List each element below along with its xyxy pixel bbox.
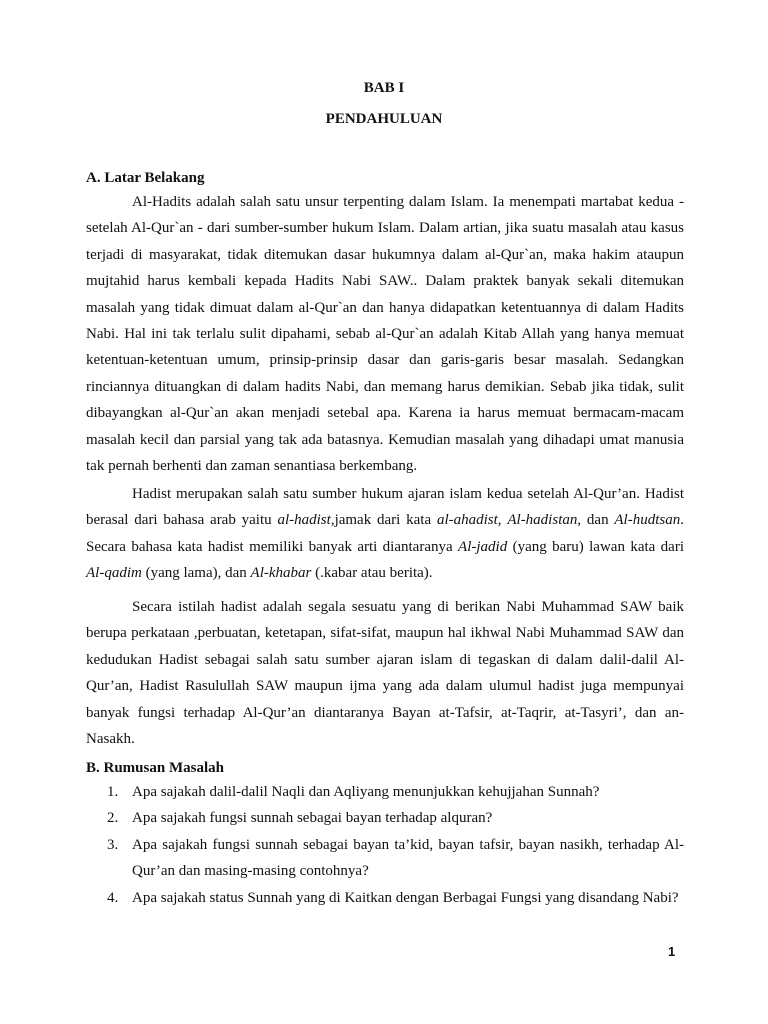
- paragraph-2-text: (yang lama), dan: [141, 565, 251, 582]
- list-item-number: 1.: [107, 784, 119, 800]
- question-list: [86, 779, 684, 911]
- list-item-number: 2.: [107, 810, 119, 827]
- page-number: 1: [668, 944, 676, 959]
- paragraph-1: Al-Hadits adalah salah satu unsur terpenting dalam Islam. Ia menempati martabat kedua -setelah Al-Qur`an - dari sumber-sumber hukum Islam. Dalam artian, jika suatu masalah atau kasus terjadi di masyarakat, tidak ditemukan dasar hukumnya dalam al-Qur`an, maka hakim ataupun mujtahid harus kembali kepada Hadits Nabi SAW.. Dalam praktek banyak sekali ditemukan masalah yang tidak dimuat dalam al-Qur`an dan hanya didapatkan ketentuannya di dalam Hadits Nabi. Hal ini tak terlalu sulit dipahami, sebab al-Qur`an adalah Kitab Allah yang hanya memuat ketentuan-ketentuan umum, prinsip-prinsip dasar dan garis-garis besar masalah. Sedangkan rinciannya dituangkan di dalam hadits Nabi, dan memang harus demikian. Sebab jika tidak, sulit dibayangkan al-Qur`an akan menjadi setebal apa. Karena ia harus memuat bermacam-macam masalah kecil dan parsial yang tak ada batasnya. Kemudian masalah yang dihadapi umat manusia tak pernah berhenti dan zaman senantiasa berkembang.: [86, 194, 684, 475]
- list-item-text: Apa sajakah dalil-dalil Naqli dan Aqliyang menunjukkan kehujjahan Sunnah?: [132, 784, 600, 800]
- term-al-qadim: Al-qadim: [86, 565, 142, 582]
- list-item-text: Apa sajakah status Sunnah yang di Kaitkan dengan Berbagai Fungsi yang disandang Nabi?: [132, 889, 679, 906]
- term-al-ahadist: al-ahadist: [436, 512, 498, 529]
- paragraph-2-text: Hadist merupakan salah satu sumber hukum ajaran islam kedua setelah Al-Qur’an. Hadist berasal dari bahasa arab yaitu: [86, 486, 684, 529]
- list-item: [86, 805, 684, 831]
- term-al-jadid: Al-jadid: [458, 538, 508, 555]
- list-item: [86, 779, 684, 805]
- term-al-khabar: Al-khabar: [250, 565, 312, 582]
- list-item-text: Apa sajakah fungsi sunnah sebagai bayan ta’kid, bayan tafsir, bayan nasikh, terhadap Al-Qur’an dan masing-masing contohnya?: [132, 836, 684, 880]
- list-item-text: Apa sajakah fungsi sunnah sebagai bayan terhadap alquran?: [132, 810, 493, 827]
- section-heading-latar-belakang: A. Latar Belakang: [86, 170, 205, 186]
- paragraph-2-text: . Secara bahasa kata hadist memiliki banyak arti diantaranya: [86, 512, 684, 555]
- list-item: [86, 885, 684, 911]
- paragraph-2-text: (.kabar atau berita).: [311, 565, 433, 582]
- paragraph-2-text: ,jamak dari kata: [330, 512, 437, 529]
- term-al-hadist: al-hadist: [277, 512, 331, 529]
- paragraph-3: Secara istilah hadist adalah segala sesuatu yang di berikan Nabi Muhammad SAW baik berupa perkataan ,perbuatan, ketetapan, sifat-sifat, maupun hal ikhwal Nabi Muhammad SAW dan kedudukan Hadist sebagai salah satu sumber ajaran islam di tegaskan di dalam dalil-dalil Al-Qur’an, Hadist Rasulullah SAW maupun ijma yang ada dalam ulumul hadist juga mempunyai banyak fungsi terhadap Al-Qur’an diantaranya Bayan at-Tafsir, at-Taqrir, at-Tasyri’, dan an-Nasakh.: [86, 599, 684, 748]
- term-al-hudtsan: Al-hudtsan: [614, 512, 681, 529]
- term-al-hadistan: Al-hadistan: [507, 512, 578, 529]
- chapter-label: BAB I: [363, 80, 405, 96]
- list-item: [86, 832, 684, 885]
- paragraph-2-text: , dan: [577, 512, 615, 529]
- paragraph-2: [86, 481, 684, 587]
- list-item-number: 3.: [107, 836, 119, 853]
- section-heading-rumusan-masalah: B. Rumusan Masalah: [86, 760, 224, 776]
- chapter-title: PENDAHULUAN: [325, 111, 443, 127]
- list-item-number: 4.: [107, 889, 119, 906]
- paragraph-2-text: ,: [497, 512, 508, 529]
- paragraph-2-text: (yang baru) lawan kata dari: [507, 538, 684, 555]
